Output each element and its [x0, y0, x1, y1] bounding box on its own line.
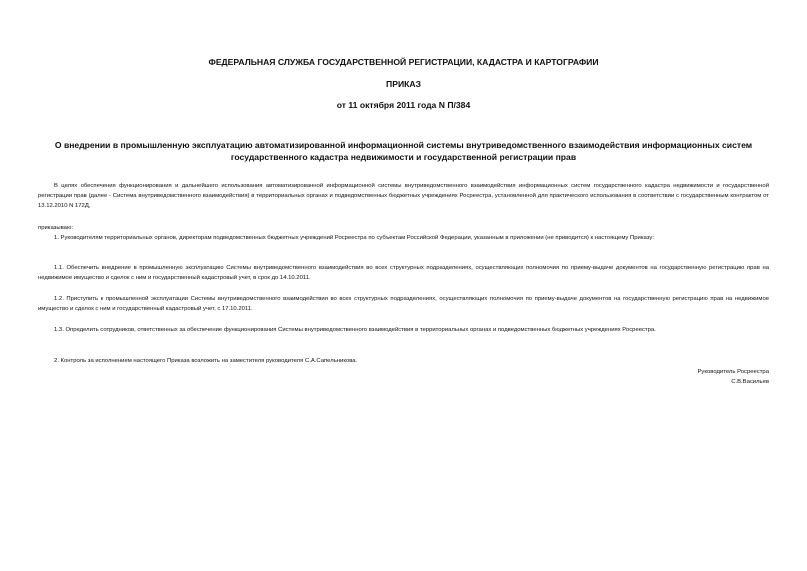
signatory-position: Руководитель Росреестра: [697, 369, 769, 375]
item-1-1: 1.1. Обеспечить внедрение в промышленную эксплуатацию Системы внутриведомственного взаимодействия во всех структурных подразделениях, осуществляющих полномочия по приему-выдаче документов на государственную регистрацию прав на недвижимое имущество и сделок с ним и государственный кадастровый учет, в срок до 14.10.2011.: [38, 265, 769, 281]
document-title: О внедрении в промышленную эксплуатацию автоматизированной информационной системы внутриведомственного взаимодействия информационных систем государственного кадастра недвижимости и государственной регистрации прав: [54, 140, 753, 162]
order-word: приказываю:: [38, 225, 74, 231]
item-1-3: 1.3. Определить сотрудников, ответственных за обеспечение функционирования Системы внутриведомственного взаимодействия в территориальных органах и подведомственных бюджетных учреждениях Росреестра.: [54, 327, 656, 333]
intro-paragraph: В целях обеспечения функционирования и дальнейшего использования автоматизированной информационной системы внутриведомственного взаимодействия информационных систем государственного кадастра недвижимости и государственной регистрации прав (далее - Система внутриведомственного взаимодействия) в территориальных органах и подведомственных бюджетных учреждениях Росреестра, установленной для практического использования в соответствии с государственным контрактом от 13.12.2010 N 172Д,: [38, 183, 769, 209]
item-1: 1. Руководителям территориальных органов, директорам подведомственных бюджетных учреждений Росреестра по субъектам Российской Федерации, указанным в приложении (не приводится) к настоящему Приказу:: [54, 235, 654, 241]
signatory-name: С.В.Васильев: [731, 379, 769, 385]
document-type: ПРИКАЗ: [386, 79, 421, 89]
item-1-2: 1.2. Приступить к промышленной эксплуатации Системы внутриведомственного взаимодействия во всех структурных подразделениях, осуществляющих полномочия по приему-выдаче документов на государственную регистрацию прав на недвижимое имущество и сделок с ним и государственный кадастровый учет, с 17.10.2011.: [38, 296, 769, 312]
agency-name: ФЕДЕРАЛЬНАЯ СЛУЖБА ГОСУДАРСТВЕННОЙ РЕГИСТРАЦИИ, КАДАСТРА И КАРТОГРАФИИ: [208, 57, 599, 67]
document-date-number: от 11 октября 2011 года N П/384: [336, 100, 471, 110]
item-2: 2. Контроль за исполнением настоящего Приказа возложить на заместителя руководителя С.А.Сапельникова.: [54, 358, 358, 364]
